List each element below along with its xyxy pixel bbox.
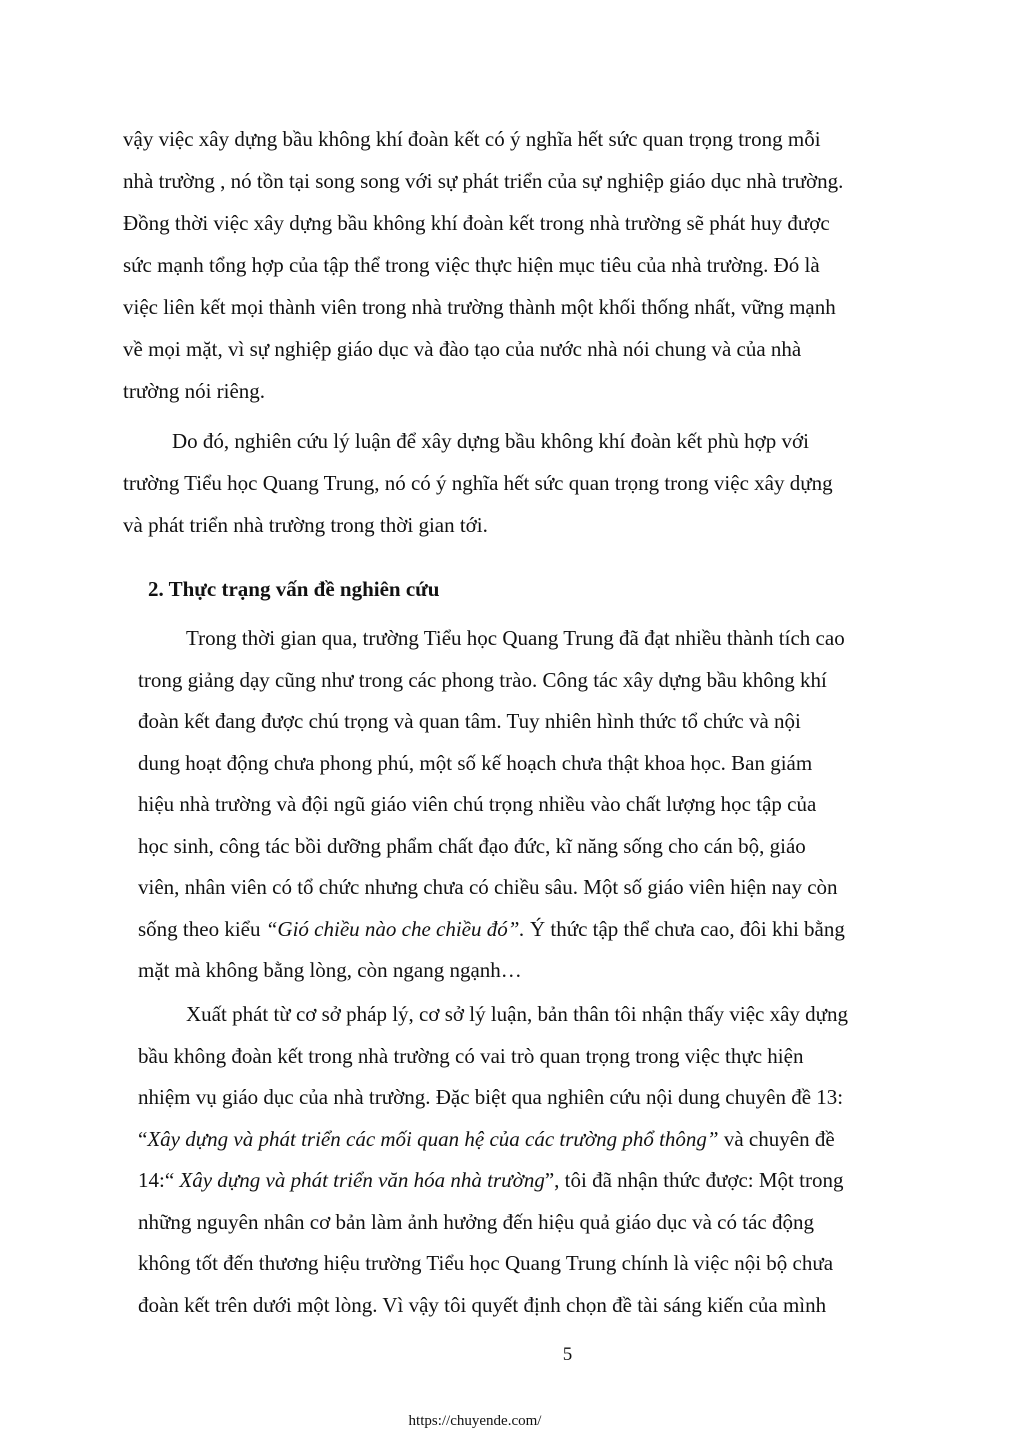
paragraph-3-line-9: mặt mà không bằng lòng, còn ngang ngạnh… (138, 958, 522, 982)
line-5-lead: 14:“ (138, 1168, 180, 1192)
page-number: 5 (562, 1344, 573, 1365)
paragraph-3-line-8 (138, 915, 954, 943)
paragraph-3-line-1: Trong thời gian qua, trường Tiểu học Quang Trung đã đạt nhiều thành tích cao (186, 626, 845, 650)
paragraph-4-line-3: nhiệm vụ giáo dục của nhà trường. Đặc biệt qua nghiên cứu nội dung chuyên đề 13: (138, 1085, 844, 1109)
section-heading: 2. Thực trạng vấn đề nghiên cứu (148, 577, 440, 601)
paragraph-2-line-1: Do đó, nghiên cứu lý luận để xây dựng bầu không khí đoàn kết phù hợp với (172, 429, 809, 453)
line-5-tail: ”, tôi đã nhận thức được: Một trong (544, 1168, 844, 1192)
paragraph-3-line-4: dung hoạt động chưa phong phú, một số kế hoạch chưa thật khoa học. Ban giám (138, 751, 813, 775)
paragraph-2-line-3: và phát triển nhà trường trong thời gian tới. (123, 513, 488, 537)
paragraph-1-line-6: về mọi mặt, vì sự nghiệp giáo dục và đào tạo của nước nhà nói chung và của nhà (123, 337, 802, 361)
paragraph-1-line-3: Đồng thời việc xây dựng bầu không khí đoàn kết trong nhà trường sẽ phát huy được (123, 211, 830, 235)
line-4-tail: và chuyên đề (718, 1127, 835, 1151)
open-quote: “ (138, 1127, 148, 1151)
line-8-tail: Ý thức tập thể chưa cao, đôi khi bằng (524, 917, 845, 941)
paragraph-4-line-6: những nguyên nhân cơ bản làm ảnh hưởng đến hiệu quả giáo dục và có tác động (138, 1210, 814, 1234)
paragraph-3-line-6: học sinh, công tác bồi dưỡng phẩm chất đạo đức, kĩ năng sống cho cán bộ, giáo (138, 834, 806, 858)
paragraph-3-line-7: viên, nhân viên có tổ chức nhưng chưa có chiều sâu. Một số giáo viên hiện nay còn (138, 875, 838, 899)
paragraph-4-line-8: đoàn kết trên dưới một lòng. Vì vậy tôi quyết định chọn đề tài sáng kiến của mình (138, 1293, 827, 1317)
paragraph-4-line-7: không tốt đến thương hiệu trường Tiểu học Quang Trung chính là việc nội bộ chưa (138, 1251, 834, 1275)
quoted-saying: “Gió chiều nào che chiều đó”. (265, 917, 525, 941)
paragraph-4-line-4 (138, 1125, 954, 1153)
paragraph-1-line-7: trường nói riêng. (123, 379, 266, 403)
paragraph-1-line-1: vậy việc xây dựng bầu không khí đoàn kết có ý nghĩa hết sức quan trọng trong mỗi (123, 127, 821, 151)
paragraph-1-line-4: sức mạnh tổng hợp của tập thể trong việc thực hiện mục tiêu của nhà trường. Đó là (123, 253, 820, 277)
topic-13-title: Xây dựng và phát triển các mối quan hệ của các trường phổ thông” (147, 1127, 719, 1151)
paragraph-2-line-2: trường Tiểu học Quang Trung, nó có ý nghĩa hết sức quan trọng trong việc xây dựng (123, 471, 833, 495)
paragraph-3-line-2: trong giảng dạy cũng như trong các phong trào. Công tác xây dựng bầu không khí (138, 668, 827, 692)
paragraph-3-line-3: đoàn kết đang được chú trọng và quan tâm. Tuy nhiên hình thức tổ chức và nội (138, 709, 801, 733)
paragraph-3-line-5: hiệu nhà trường và đội ngũ giáo viên chú trọng nhiều vào chất lượng học tập của (138, 792, 817, 816)
line-8-lead: sống theo kiểu (138, 917, 266, 941)
paragraph-4-line-1: Xuất phát từ cơ sở pháp lý, cơ sở lý luận, bản thân tôi nhận thấy việc xây dựng (186, 1002, 849, 1026)
paragraph-4-line-2: bầu không đoàn kết trong nhà trường có vai trò quan trọng trong việc thực hiện (138, 1044, 804, 1068)
footer-url[interactable]: https://chuyende.com/ (408, 1413, 542, 1429)
paragraph-4-line-5 (138, 1166, 954, 1194)
paragraph-1-line-2: nhà trường , nó tồn tại song song với sự phát triển của sự nghiệp giáo dục nhà trường. (123, 169, 844, 193)
paragraph-1-line-5: việc liên kết mọi thành viên trong nhà trường thành một khối thống nhất, vững mạnh (123, 295, 836, 319)
topic-14-title: Xây dựng và phát triển văn hóa nhà trường (179, 1168, 545, 1192)
